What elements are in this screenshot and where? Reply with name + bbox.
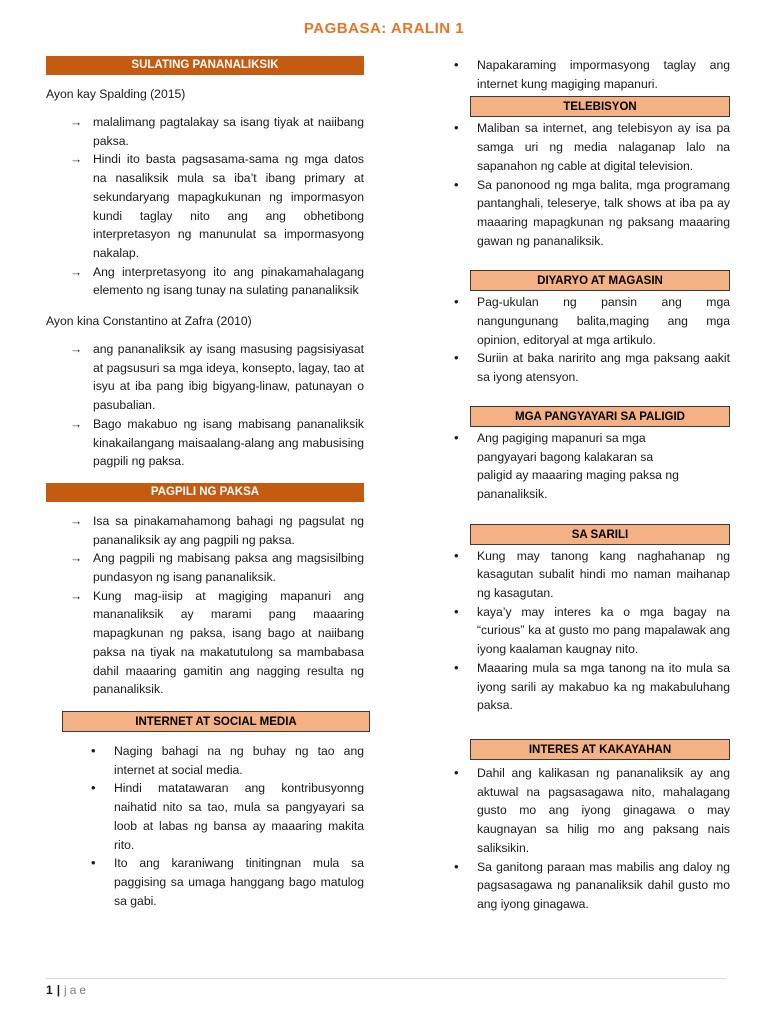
list-item: • Sa ganitong paraan mas mabilis ang daloy ng pagsasagawa ng pananaliksik dahil gusto mo ang iyong ginagawa. <box>454 858 730 911</box>
list-item: • Sa panonood ng mga balita, mga programang pantanghali, teleserye, talk shows at iba pa ay maaaring mapagkunan ng paksang maaaring gawan ng pananaliksik. <box>454 176 730 248</box>
list-internet-continued <box>448 56 730 93</box>
section-heading-sulating: SULATING PANANALIKSIK <box>46 56 364 75</box>
page-title: PAGBASA: ARALIN 1 <box>303 20 465 37</box>
list-item: → ang pananaliksik ay isang masusing pagsisiyasat at pagsusuri sa mga ideya, konsepto, lagay, tao at isyu at iba pang ibig bigyang-linaw, patunayan o pasubalian. <box>70 342 364 413</box>
list-item: • Kung may tanong kang naghahanap ng kasagutan subalit hindi mo naman maihanap ng kasagutan. <box>454 547 730 601</box>
intro-constantino: Ayon kina Constantino at Zafra (2010) <box>46 314 252 329</box>
section-heading-pangyayari: MGA PANGYAYARI SA PALIGID <box>470 406 730 427</box>
list-item: • Naging bahagi na ng buhay ng tao ang internet at social media. <box>91 742 364 777</box>
list-sarili <box>448 547 730 715</box>
section-heading-interes: INTERES AT KAKAYAHAN <box>470 739 730 760</box>
section-heading-telebisyon: TELEBISYON <box>470 96 730 117</box>
list-item: → Ang pagpili ng mabisang paksa ang magsisilbing pundasyon ng isang pananaliksik. <box>70 551 364 585</box>
arrow-icon: → <box>70 152 83 167</box>
intro-spalding: Ayon kay Spalding (2015) <box>46 87 186 101</box>
list-item: • Hindi matatawaran ang kontribusyonng naihatid nito sa tao, mula sa pangyayari sa loob at labas ng bansa ay maaaring makita rito. <box>91 780 364 852</box>
bullet-icon: • <box>454 603 459 619</box>
footer-divider <box>46 978 726 979</box>
list-internet <box>85 742 364 910</box>
list-item: • Dahil ang kalikasan ng pananaliksik ay ang aktuwal na pagsasagawa nito, mahalagang gusto mo ang iyong ginagawa o may kaugnayan sa hilig mo ang paksang nais saliksikin. <box>454 764 730 855</box>
page-number: 1 <box>46 983 53 997</box>
arrow-icon: → <box>70 588 83 603</box>
bullet-icon: • <box>454 764 459 780</box>
section-heading-diyaryo: DIYARYO AT MAGASIN <box>470 270 730 291</box>
bullet-icon: • <box>454 176 459 192</box>
left-column <box>46 56 364 910</box>
list-item: → Kung mag-iisip at magiging mapanuri ang mananaliksik ay marami pang maaaring mapagkunan ng paksa, isang bago at naiibang paksa na tiyak na makatutulong sa mambabasa dahil maaaring gamitin ang nagging resulta ng pananaliksik. <box>70 588 364 697</box>
footer-separator: | <box>56 983 61 997</box>
list-pagpili <box>46 512 364 699</box>
bullet-icon: • <box>454 858 459 874</box>
bullet-icon: • <box>91 780 96 796</box>
list-item: → Ang interpretasyong ito ang pinakamahalagang elemento ng isang tunay na sulating pananaliksik <box>70 264 364 298</box>
bullet-icon: • <box>454 57 459 72</box>
section-heading-internet: INTERNET AT SOCIAL MEDIA <box>62 711 370 732</box>
bullet-icon: • <box>454 120 459 136</box>
list-item: • Ang pagiging mapanuri sa mga pangyayari bagong kalakaran sa paligid ay maaaring maging paksa ng pananaliksik. <box>454 429 679 501</box>
list-interes <box>448 764 730 914</box>
section-heading-pagpili: PAGPILI NG PAKSA <box>46 483 364 502</box>
bullet-icon: • <box>91 855 96 871</box>
section-heading-sarili: SA SARILI <box>470 524 730 545</box>
list-item: → malalimang pagtalakay sa isang tiyak at naiibang paksa. <box>70 115 364 148</box>
list-constantino <box>46 340 364 471</box>
list-telebisyon <box>448 119 730 250</box>
bullet-icon: • <box>454 350 459 366</box>
arrow-icon: → <box>70 513 83 528</box>
list-spalding <box>46 113 364 300</box>
list-item: → Hindi ito basta pagsasama-sama ng mga datos na nasaliksik mula sa iba’t ibang primary at sekundaryang mapagkukunan ng impormasyon kundi taglay nito ang ang obhetibong interpretasyon ng manunulat sa impormasyong nakalap. <box>70 152 364 260</box>
list-item: • Maliban sa internet, ang telebisyon ay isa pa samga uri ng media nalaganap lalo na sapanahon ng cable at digital television. <box>454 120 730 173</box>
arrow-icon: → <box>70 551 83 566</box>
arrow-icon: → <box>70 115 83 129</box>
list-item: • Suriin at baka naririto ang mga paksang aakit sa iyong atensyon. <box>454 350 730 385</box>
list-item: → Isa sa pinakamahamong bahagi ng pagsulat ng pananaliksik ay ang pagpili ng paksa. <box>70 513 364 547</box>
bullet-icon: • <box>454 547 459 563</box>
bullet-icon: • <box>454 429 459 445</box>
list-item: • Napakaraming impormasyong taglay ang internet kung magiging mapanuri. <box>454 57 730 91</box>
list-pangyayari <box>448 429 730 504</box>
bullet-icon: • <box>454 659 459 675</box>
list-item: • Ito ang karaniwang tinitingnan mula sa paggising sa umaga hanggang bago matulog sa gabi. <box>91 855 364 908</box>
arrow-icon: → <box>70 264 83 279</box>
arrow-icon: → <box>70 416 83 431</box>
bullet-icon: • <box>454 294 459 310</box>
list-item: • Pag-ukulan ng pansin ang mga nangungunang balita,maging ang mga opinion, editoryal at mga artikulo. <box>454 294 730 347</box>
list-item: • kaya’y may interes ka o mga bagay na “curious” ka at gusto mo pang mapalawak ang iyong kaalaman kaugnay nito. <box>454 603 730 657</box>
footer-initials: jae <box>64 983 90 997</box>
list-diyaryo <box>448 293 730 387</box>
list-item: → Bago makabuo ng isang mabisang pananaliksik kinakailangang maisaalang-alang ang mabusising pagpili ng paksa. <box>70 416 364 469</box>
arrow-icon: → <box>70 342 83 357</box>
list-item: • Maaaring mula sa mga tanong na ito mula sa iyong sarili ay makabuo ka ng makabuluhang paksa. <box>454 659 730 713</box>
right-column <box>448 56 730 914</box>
page-footer <box>46 983 89 997</box>
bullet-icon: • <box>91 742 96 758</box>
